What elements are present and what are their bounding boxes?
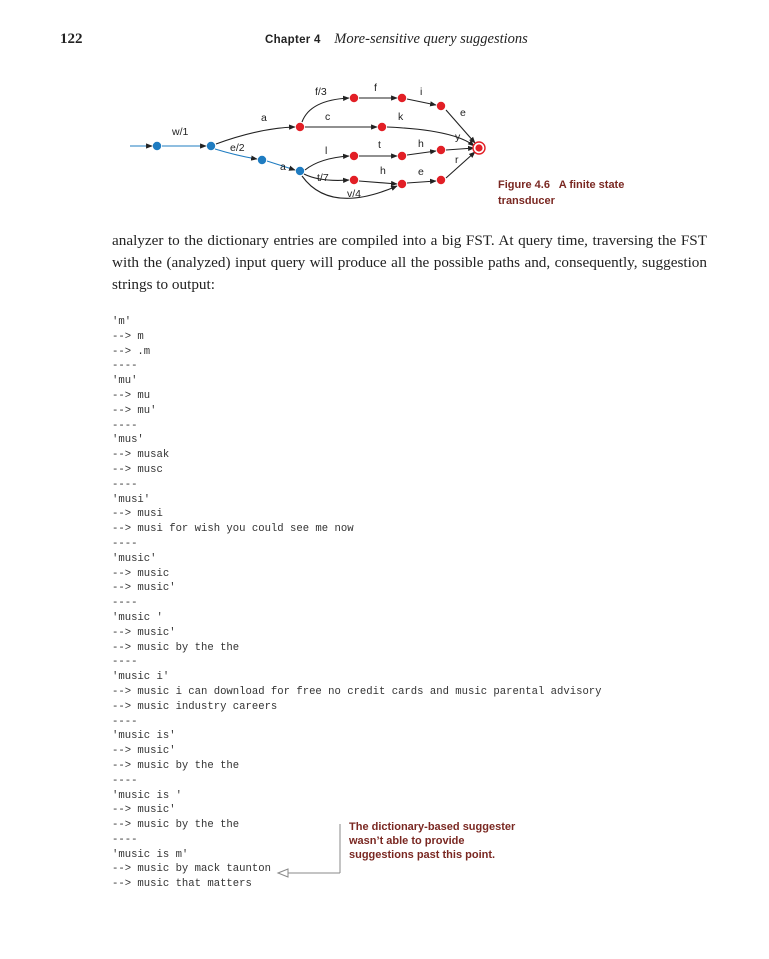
- code-line: ----: [112, 597, 138, 610]
- code-line: --> music': [112, 626, 176, 639]
- code-line: ----: [112, 360, 138, 373]
- fst-edge-label: t: [378, 139, 381, 151]
- code-line: --> musak: [112, 449, 170, 462]
- code-line: ----: [112, 656, 138, 669]
- fst-edge-label: y: [455, 131, 461, 143]
- code-line: ----: [112, 419, 138, 432]
- code-line: --> music industry careers: [112, 700, 278, 713]
- code-line: 'music is ': [112, 789, 182, 802]
- fst-edge-label: v/4: [347, 188, 362, 200]
- figure-caption-text: A finite state transducer: [498, 179, 625, 207]
- code-line: 'music is m': [112, 848, 189, 861]
- code-line: --> music: [112, 567, 170, 580]
- code-line: --> mu': [112, 404, 157, 417]
- code-line: --> music that matters: [112, 878, 252, 891]
- code-line: --> music i can download for free no credit cards and music parental advisory: [112, 685, 602, 698]
- code-line: --> mu: [112, 389, 151, 402]
- body-paragraph: analyzer to the dictionary entries are compiled into a big FST. At query time, traversing the FST with the (analyzed) input query will produce all the possible paths and, consequently, suggestion strings to output:: [112, 232, 707, 293]
- fst-edge-label: f/3: [315, 86, 327, 98]
- code-line: ----: [112, 715, 138, 728]
- fst-edge-label: c: [325, 111, 331, 123]
- code-line: ----: [112, 774, 138, 787]
- code-line: 'musi': [112, 493, 151, 506]
- code-line: 'music is': [112, 730, 176, 743]
- code-line: 'mu': [112, 375, 138, 388]
- code-line: --> m: [112, 330, 144, 343]
- code-line: --> music': [112, 804, 176, 817]
- code-line: --> music by the the: [112, 759, 240, 772]
- code-line: 'music': [112, 552, 157, 565]
- chapter-label: Chapter 4: [265, 34, 321, 46]
- fst-edge-label: e/2: [230, 142, 245, 154]
- code-line: 'music ': [112, 611, 163, 624]
- fst-edge-label: r: [455, 154, 459, 166]
- code-line: --> music by mack taunton: [112, 863, 271, 876]
- fst-edge-label: i: [420, 86, 423, 98]
- code-line: ----: [112, 833, 138, 846]
- fst-edge-label: f: [374, 82, 377, 94]
- code-line: --> music by the the: [112, 641, 240, 654]
- code-line: 'music i': [112, 671, 170, 684]
- fst-edge-label: k: [398, 111, 404, 123]
- code-line: ----: [112, 478, 138, 491]
- fst-edge-label: e: [418, 166, 424, 178]
- chapter-title: More-sensitive query suggestions: [334, 31, 528, 47]
- code-line: ----: [112, 537, 138, 550]
- fst-edge-label: h: [380, 165, 386, 177]
- page-number: 122: [60, 31, 83, 47]
- code-line: --> music': [112, 582, 176, 595]
- code-line: 'm': [112, 316, 132, 328]
- callout-arrowhead: [278, 869, 288, 877]
- code-line: --> music': [112, 745, 176, 758]
- code-line: --> music by the the: [112, 819, 240, 832]
- code-line: --> musi: [112, 508, 163, 521]
- code-annotation: The dictionary-based suggester wasn’t able to provide suggestions past this point.: [349, 821, 516, 861]
- fst-edge-label: t/7: [317, 172, 329, 184]
- fst-edge-label: a: [280, 161, 286, 173]
- fst-edge-label: w/1: [172, 126, 189, 138]
- code-line: 'mus': [112, 434, 144, 447]
- fst-edge-label: e: [460, 107, 466, 119]
- code-line: --> .m: [112, 345, 151, 358]
- fst-edge-label: a: [261, 112, 267, 124]
- fst-edge-label: h: [418, 138, 424, 150]
- figure-caption-number: Figure 4.6: [498, 179, 550, 191]
- fst-edge-label: l: [325, 145, 328, 157]
- code-line: --> musi for wish you could see me now: [112, 523, 354, 536]
- code-line: --> musc: [112, 463, 163, 476]
